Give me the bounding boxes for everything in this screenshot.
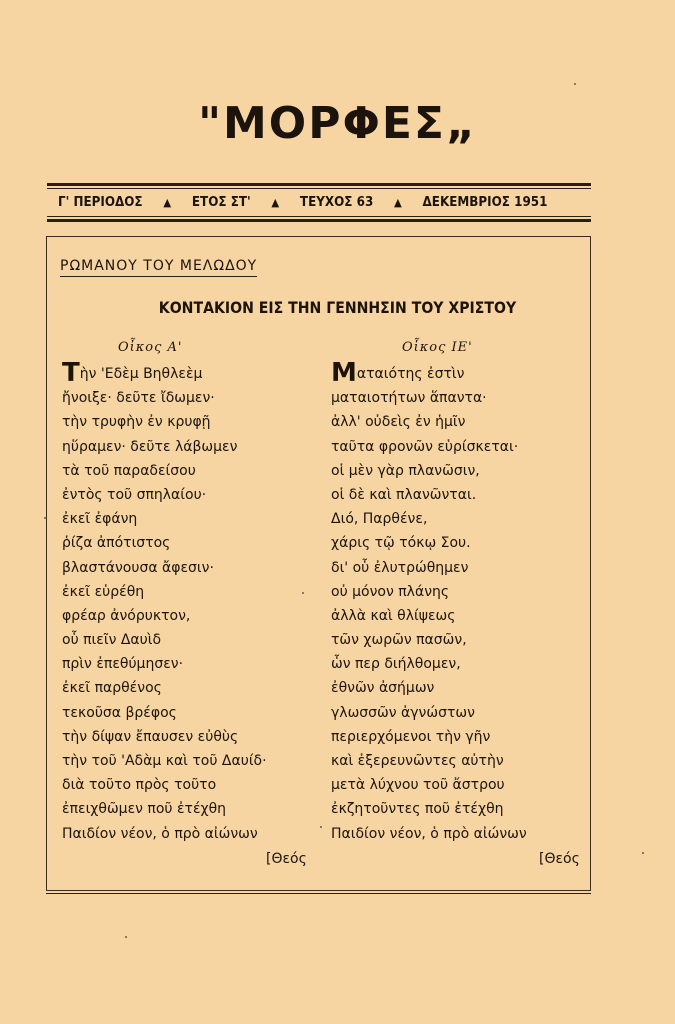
frame-bottom-double [46, 893, 591, 894]
top-rule-thin [47, 188, 591, 189]
right-column-ending: [Θεός [539, 851, 580, 867]
triangle-separator-icon: ▲ [271, 195, 280, 209]
issue-number: ΤΕΥΧΟΣ 63 [299, 194, 374, 210]
left-line: τεκοῦσα βρέφος [62, 704, 177, 721]
left-line: ἐκεῖ παρθένος [62, 680, 162, 697]
left-column-heading: Οἶκος Α' [118, 340, 183, 355]
year-label: ΕΤΟΣ ΣΤ' [191, 194, 251, 210]
left-line: τὴν δίψαν ἔπαυσεν εὐθὺς [62, 728, 239, 745]
right-line: οἱ δὲ καὶ πλανῶνται. [331, 486, 477, 503]
right-line: ἀλλὰ καὶ θλίψεως [331, 607, 456, 624]
right-line: Ματαιότης ἐστὶν [331, 358, 465, 388]
left-line: Παιδίον νέον, ὁ πρὸ αἰώνων [62, 825, 258, 842]
left-line: ηὕραμεν· δεῦτε λάβωμεν [62, 438, 238, 455]
left-line: οὗ πιεῖν Δαυὶδ [62, 632, 162, 649]
right-line: γλωσσῶν ἀγνώστων [331, 704, 475, 721]
left-line: τὰ τοῦ παραδείσου [62, 462, 196, 479]
right-line: ἐκζητοῦντες ποῦ ἐτέχθη [331, 801, 504, 818]
right-line: ταῦτα φρονῶν εὑρίσκεται· [331, 438, 519, 455]
right-line: ἐθνῶν ἀσήμων [331, 680, 435, 697]
left-line: ἐκεῖ εὑρέθη [62, 583, 145, 600]
right-line: μετὰ λύχνου τοῦ ἄστρου [331, 777, 505, 794]
period-label: Γ' ΠΕΡΙΟΔΟΣ [58, 194, 143, 210]
left-line: ἐντὸς τοῦ σπηλαίου· [62, 486, 207, 503]
article-author: ΡΩΜΑΝΟΥ ΤΟΥ ΜΕΛΩΔΟΥ [60, 258, 257, 277]
right-line: ἀλλ' οὐδεὶς ἐν ἡμῖν [331, 414, 466, 431]
left-line: τὴν τρυφὴν ἐν κρυφῇ [62, 414, 211, 431]
right-column-heading: Οἶκος ΙΕ' [402, 340, 473, 355]
right-line: ὧν περ διήλθομεν, [331, 656, 461, 673]
right-line: οὐ μόνον πλάνης [331, 583, 450, 600]
paper-speck [642, 852, 644, 854]
paper-speck [44, 517, 46, 519]
left-line: διὰ τοῦτο πρὸς τοῦτο [62, 777, 217, 794]
paper-speck [302, 592, 304, 594]
left-line: βλαστάνουσα ἄφεσιν· [62, 559, 214, 576]
right-column [331, 358, 527, 846]
right-line: χάρις τῷ τόκῳ Σου. [331, 535, 471, 552]
left-line: ἐκεῖ ἐφάνη [62, 511, 138, 528]
left-line: ἐπειχθῶμεν ποῦ ἐτέχθη [62, 801, 227, 818]
triangle-separator-icon: ▲ [394, 195, 402, 209]
right-line: καὶ ἐξερευνῶντες αὐτὴν [331, 753, 504, 769]
article-title: ΚΟΝΤΑΚΙΟΝ ΕΙΣ ΤΗΝ ΓΕΝΝΗΣΙΝ ΤΟΥ ΧΡΙΣΤΟΥ [158, 298, 517, 317]
issue-date: ΔΕΚΕΜΒΡΙΟΣ 1951 [422, 194, 548, 210]
magazine-title: "ΜΟΡΦΕΣ„ [198, 98, 477, 149]
right-line: ματαιοτήτων ἅπαντα· [331, 390, 487, 407]
right-line: Παιδίον νέον, ὁ πρὸ αἰώνων [331, 825, 527, 842]
top-rule-thick [47, 183, 591, 186]
right-line: Διό, Παρθένε, [331, 511, 428, 528]
left-line: φρέαρ ἀνόρυκτον, [62, 607, 191, 624]
left-line: τὴν τοῦ 'Αδὰμ καὶ τοῦ Δαυίδ· [62, 753, 267, 769]
left-line: ἤνοιξε· δεῦτε ἴδωμεν· [62, 390, 215, 407]
right-line: δι' οὗ ἐλυτρώθημεν [331, 559, 469, 576]
bottom-rule-thick [47, 219, 591, 222]
left-dropcap: Τ [62, 358, 80, 388]
paper-speck [320, 826, 322, 828]
right-line: τῶν χωρῶν πασῶν, [331, 632, 467, 649]
right-dropcap: Μ [331, 358, 357, 388]
left-line: ῥίζα ἀπότιστος [62, 535, 171, 552]
left-line: πρὶν ἐπεθύμησεν· [62, 656, 184, 673]
right-line: περιερχόμενοι τὴν γῆν [331, 728, 491, 745]
paper-speck [125, 936, 127, 938]
left-line: Τὴν 'Εδὲμ Βηθλεὲμ [62, 358, 203, 388]
left-column [62, 358, 267, 846]
right-line: οἱ μὲν γὰρ πλανῶσιν, [331, 462, 480, 479]
paper-speck [574, 83, 576, 85]
bottom-rule-thin [47, 216, 591, 217]
triangle-separator-icon: ▲ [163, 195, 172, 209]
issue-bar [58, 191, 547, 213]
left-column-ending: [Θεός [266, 851, 307, 867]
